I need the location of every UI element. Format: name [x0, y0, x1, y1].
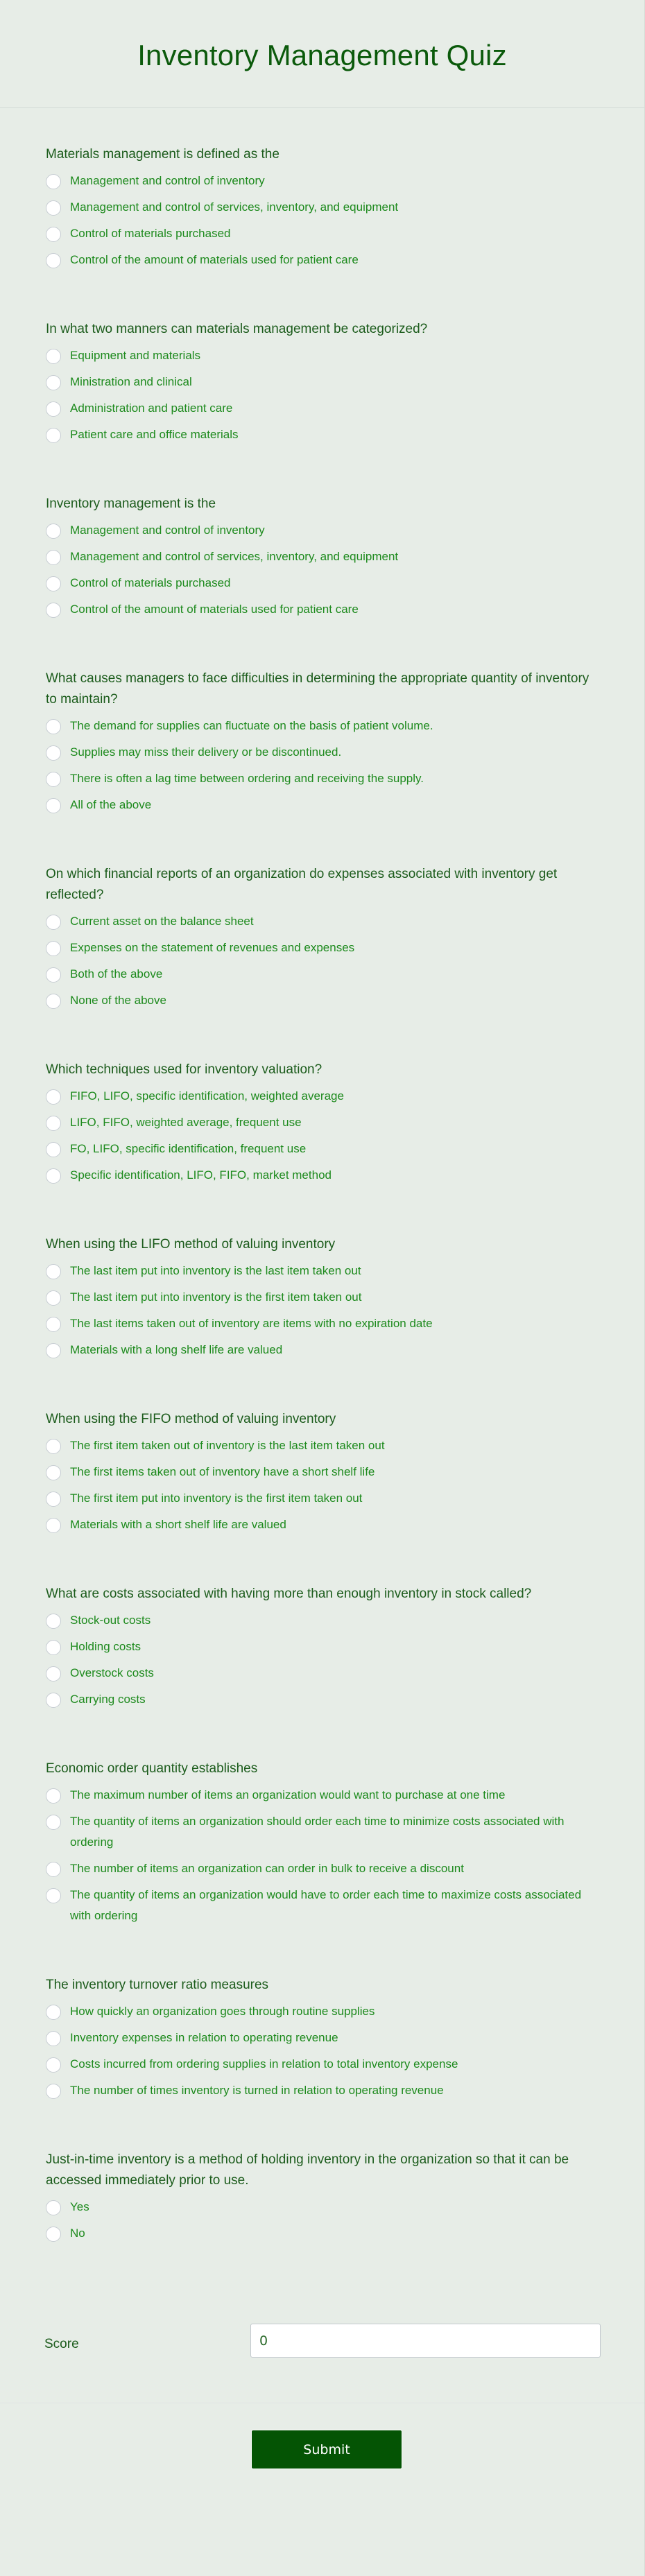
radio-button-icon[interactable] [46, 941, 61, 956]
answer-option[interactable] [46, 2004, 599, 2022]
answer-option[interactable] [46, 967, 599, 985]
answer-option[interactable] [46, 1115, 599, 1133]
radio-button-icon[interactable] [46, 1439, 61, 1454]
radio-button-icon[interactable] [46, 967, 61, 983]
radio-button-icon[interactable] [46, 2031, 61, 2046]
radio-button-icon[interactable] [46, 1666, 61, 1682]
question-6 [46, 1060, 599, 1186]
radio-button-icon[interactable] [46, 1343, 61, 1358]
answer-option[interactable] [46, 1788, 599, 1806]
answer-option[interactable] [46, 993, 599, 1011]
question-text: Which techniques used for inventory valuation? [46, 1062, 322, 1077]
submit-button[interactable]: Submit [251, 2430, 402, 2469]
radio-button-icon[interactable] [46, 1168, 61, 1184]
radio-button-icon[interactable] [46, 1290, 61, 1306]
answer-option[interactable] [46, 602, 599, 620]
answer-option-label[interactable]: Inventory expenses in relation to operating revenue [70, 2031, 338, 2044]
answer-option-label[interactable]: Equipment and materials [70, 349, 201, 362]
question-10 [46, 1758, 599, 1926]
answer-option-label[interactable]: Supplies may miss their delivery or be discontinued. [70, 745, 342, 759]
radio-button-icon[interactable] [46, 428, 61, 443]
answer-option[interactable] [46, 374, 599, 392]
answer-option[interactable] [46, 940, 599, 958]
radio-button-icon[interactable] [46, 915, 61, 930]
radio-button-icon[interactable] [46, 375, 61, 390]
radio-button-icon[interactable] [46, 524, 61, 539]
answer-option-label[interactable]: Expenses on the statement of revenues and expenses [70, 941, 355, 954]
question-text: When using the FIFO method of valuing inventory [46, 1412, 336, 1426]
radio-button-icon[interactable] [46, 349, 61, 364]
answer-option[interactable] [46, 576, 599, 594]
answer-option-label[interactable]: The demand for supplies can fluctuate on the basis of patient volume. [70, 719, 433, 732]
answer-option-label[interactable]: The maximum number of items an organization would want to purchase at one time [70, 1788, 506, 1801]
question-12 [46, 2150, 599, 2244]
radio-button-icon[interactable] [46, 253, 61, 268]
answer-option-label[interactable]: None of the above [70, 994, 166, 1007]
answer-option[interactable] [46, 914, 599, 932]
answer-option-label[interactable]: Materials with a short shelf life are valued [70, 1518, 286, 1531]
answer-option[interactable] [46, 1639, 599, 1657]
answer-option[interactable] [46, 1861, 599, 1879]
answer-option[interactable] [46, 771, 599, 789]
answer-option-label[interactable]: Management and control of services, inventory, and equipment [70, 550, 399, 563]
radio-button-icon[interactable] [46, 994, 61, 1009]
answer-option-label[interactable]: There is often a lag time between ordering and receiving the supply. [70, 772, 424, 785]
answer-option[interactable] [46, 1814, 599, 1853]
radio-button-icon[interactable] [46, 2005, 61, 2020]
radio-button-icon[interactable] [46, 1640, 61, 1655]
radio-button-icon[interactable] [46, 550, 61, 565]
answer-option[interactable] [46, 1141, 599, 1159]
answer-option-label[interactable]: Administration and patient care [70, 401, 233, 415]
radio-button-icon[interactable] [46, 1693, 61, 1708]
answer-option[interactable] [46, 427, 599, 445]
answer-option[interactable] [46, 1290, 599, 1308]
radio-button-icon[interactable] [46, 2084, 61, 2099]
answer-option[interactable] [46, 401, 599, 419]
answer-option[interactable] [46, 1517, 599, 1535]
radio-button-icon[interactable] [46, 1089, 61, 1105]
answer-option[interactable] [46, 2083, 599, 2101]
question-8 [46, 1409, 599, 1535]
radio-button-icon[interactable] [46, 1888, 61, 1903]
question-4 [46, 668, 599, 815]
question-text: When using the LIFO method of valuing inventory [46, 1237, 336, 1252]
answer-option-label[interactable]: The quantity of items an organization should order each time to minimize costs associated with ordering [70, 1815, 565, 1849]
question-2 [46, 319, 599, 445]
answer-option-label[interactable]: How quickly an organization goes through routine supplies [70, 2005, 375, 2018]
score-input[interactable] [250, 2324, 601, 2358]
radio-button-icon[interactable] [46, 576, 61, 591]
answer-option[interactable] [46, 2030, 599, 2048]
answer-option-label[interactable]: The first items taken out of inventory have a short shelf life [70, 1465, 375, 1478]
answer-option-label[interactable]: Overstock costs [70, 1666, 154, 1679]
answer-option[interactable] [46, 2199, 599, 2218]
answer-option[interactable] [46, 1692, 599, 1710]
radio-button-icon[interactable] [46, 1317, 61, 1332]
answer-option[interactable] [46, 173, 599, 191]
answer-option[interactable] [46, 1263, 599, 1281]
question-text: On which financial reports of an organization do expenses associated with inventory get reflected? [46, 867, 558, 902]
answer-option-label[interactable]: Management and control of inventory [70, 174, 265, 187]
answer-option-label[interactable]: All of the above [70, 798, 152, 811]
radio-button-icon[interactable] [46, 2227, 61, 2242]
answer-option[interactable] [46, 1613, 599, 1631]
score-label: Score [44, 2336, 79, 2351]
answer-option[interactable] [46, 523, 599, 541]
radio-button-icon[interactable] [46, 603, 61, 618]
radio-button-icon[interactable] [46, 1815, 61, 1830]
question-11 [46, 1975, 599, 2101]
radio-button-icon[interactable] [46, 2200, 61, 2215]
radio-button-icon[interactable] [46, 200, 61, 216]
answer-option-label[interactable]: Costs incurred from ordering supplies in relation to total inventory expense [70, 2057, 458, 2071]
radio-button-icon[interactable] [46, 2057, 61, 2073]
radio-button-icon[interactable] [46, 1465, 61, 1480]
page-title: Inventory Management Quiz [137, 38, 507, 71]
answer-option-label[interactable]: Materials with a long shelf life are valued [70, 1343, 283, 1356]
radio-button-icon[interactable] [46, 1492, 61, 1507]
answer-option-label[interactable]: The number of times inventory is turned in relation to operating revenue [70, 2084, 444, 2097]
answer-option-label[interactable]: Ministration and clinical [70, 375, 192, 388]
answer-option-label[interactable]: The first item taken out of inventory is the last item taken out [70, 1439, 385, 1452]
radio-button-icon[interactable] [46, 1614, 61, 1629]
answer-option-label[interactable]: Control of the amount of materials used for patient care [70, 253, 359, 266]
answer-option-label[interactable]: Current asset on the balance sheet [70, 915, 254, 928]
radio-button-icon[interactable] [46, 401, 61, 417]
answer-option-label[interactable]: Control of the amount of materials used for patient care [70, 603, 359, 616]
score-row [0, 2279, 644, 2403]
answer-option-label[interactable]: The first item put into inventory is the first item taken out [70, 1492, 363, 1505]
answer-option[interactable] [46, 1887, 599, 1926]
answer-option-label[interactable]: Both of the above [70, 967, 163, 980]
submit-row [0, 2403, 644, 2505]
answer-option[interactable] [46, 1089, 599, 1107]
question-5 [46, 864, 599, 1011]
answer-option[interactable] [46, 200, 599, 218]
answer-option[interactable] [46, 1316, 599, 1334]
answer-option[interactable] [46, 2226, 599, 2244]
question-text: What causes managers to face difficulties in determining the appropriate quantity of inventory to maintain? [46, 671, 590, 707]
answer-option-label[interactable]: Carrying costs [70, 1693, 146, 1706]
question-text: Just-in-time inventory is a method of holding inventory in the organization so that it can be accessed immediately prior to use. [46, 2152, 569, 2188]
answer-option-label[interactable]: Patient care and office materials [70, 428, 239, 441]
question-7 [46, 1234, 599, 1360]
answer-option[interactable] [46, 1168, 599, 1186]
question-text: Inventory management is the [46, 496, 216, 511]
answer-option[interactable] [46, 1464, 599, 1483]
answer-option-label[interactable]: The quantity of items an organization would have to order each time to maximize costs associated with ordering [70, 1888, 582, 1922]
answer-option[interactable] [46, 718, 599, 736]
answer-option-label[interactable]: The number of items an organization can order in bulk to receive a discount [70, 1862, 464, 1875]
question-1 [46, 144, 599, 270]
answer-option-label[interactable]: Management and control of inventory [70, 524, 265, 537]
answer-option[interactable] [46, 745, 599, 763]
question-9 [46, 1584, 599, 1710]
radio-button-icon[interactable] [46, 1116, 61, 1131]
answer-option[interactable] [46, 226, 599, 244]
answer-option-label[interactable]: Control of materials purchased [70, 576, 231, 589]
answer-option-label[interactable]: LIFO, FIFO, weighted average, frequent use [70, 1116, 302, 1129]
question-text: The inventory turnover ratio measures [46, 1978, 269, 1992]
radio-button-icon[interactable] [46, 1142, 61, 1157]
answer-option[interactable] [46, 797, 599, 815]
answer-option-label[interactable]: The last items taken out of inventory are items with no expiration date [70, 1317, 433, 1330]
radio-button-icon[interactable] [46, 745, 61, 761]
answer-option-label[interactable]: FIFO, LIFO, specific identification, weighted average [70, 1089, 344, 1103]
answer-option-label[interactable]: Stock-out costs [70, 1614, 151, 1627]
question-3 [46, 494, 599, 620]
answer-option[interactable] [46, 348, 599, 366]
radio-button-icon[interactable] [46, 719, 61, 734]
question-text: In what two manners can materials management be categorized? [46, 322, 428, 336]
answer-option[interactable] [46, 1666, 599, 1684]
question-text: Materials management is defined as the [46, 147, 280, 162]
answer-option[interactable] [46, 1342, 599, 1360]
answer-option[interactable] [46, 2057, 599, 2075]
radio-button-icon[interactable] [46, 1518, 61, 1533]
answer-option-label[interactable]: The last item put into inventory is the first item taken out [70, 1290, 362, 1304]
answer-option-label[interactable]: FO, LIFO, specific identification, frequent use [70, 1142, 307, 1155]
radio-button-icon[interactable] [46, 798, 61, 813]
radio-button-icon[interactable] [46, 227, 61, 242]
answer-option-label[interactable]: Specific identification, LIFO, FIFO, market method [70, 1168, 332, 1182]
answer-option[interactable] [46, 1438, 599, 1456]
radio-button-icon[interactable] [46, 1264, 61, 1279]
radio-button-icon[interactable] [46, 772, 61, 787]
answer-option-label[interactable]: No [70, 2227, 85, 2240]
answer-option-label[interactable]: Control of materials purchased [70, 227, 231, 240]
answer-option-label[interactable]: Yes [70, 2200, 89, 2213]
radio-button-icon[interactable] [46, 174, 61, 189]
radio-button-icon[interactable] [46, 1788, 61, 1804]
quiz-header [0, 0, 644, 108]
answer-option[interactable] [46, 252, 599, 270]
answer-option-label[interactable]: Management and control of services, inventory, and equipment [70, 200, 399, 214]
answer-option-label[interactable]: Holding costs [70, 1640, 141, 1653]
answer-option[interactable] [46, 549, 599, 567]
question-text: What are costs associated with having more than enough inventory in stock called? [46, 1587, 532, 1601]
radio-button-icon[interactable] [46, 1862, 61, 1877]
question-list [0, 108, 644, 2244]
question-text: Economic order quantity establishes [46, 1761, 258, 1776]
answer-option[interactable] [46, 1491, 599, 1509]
answer-option-label[interactable]: The last item put into inventory is the last item taken out [70, 1264, 361, 1277]
